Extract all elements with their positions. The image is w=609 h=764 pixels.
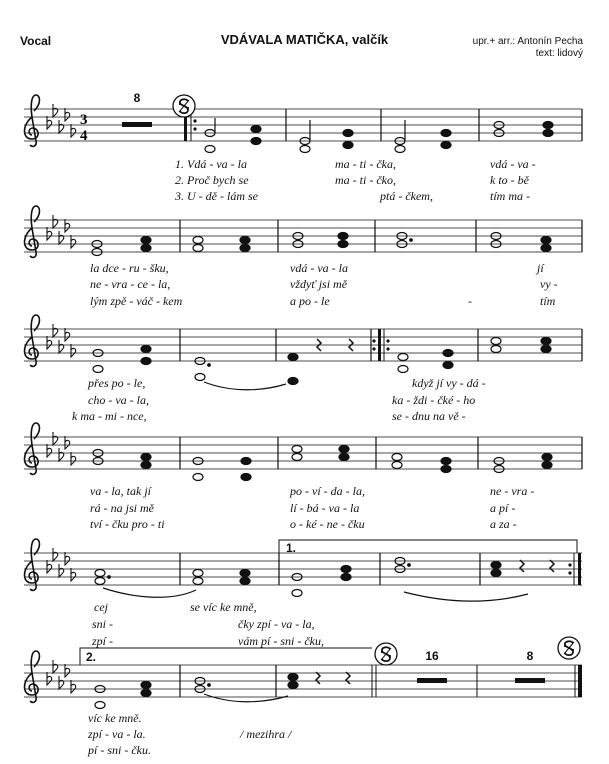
flat-sign-icon <box>53 104 58 117</box>
flat-sign-icon <box>47 116 52 129</box>
lyric-line: po - ví - da - la, <box>290 484 365 498</box>
flat-sign-icon <box>71 680 76 693</box>
lyric-line: ma - ti - čka, <box>335 157 396 171</box>
notes <box>92 220 582 256</box>
lyric-line: vy - <box>540 277 558 291</box>
part-name: Vocal <box>20 34 52 48</box>
flat-sign-icon <box>71 568 76 581</box>
treble-clef-icon <box>25 95 40 146</box>
lyric-line: - <box>468 294 472 308</box>
lyrics-system-3 <box>72 376 486 423</box>
flat-sign-icon <box>53 548 58 561</box>
lyric-line: 3. U - dě - lám se <box>175 189 258 203</box>
lyrics-system-1 <box>174 157 536 203</box>
lyric-line: pí - sni - čku. <box>88 743 151 757</box>
lyrics-system-4 <box>90 484 534 531</box>
lyrics-system-6 <box>87 711 293 757</box>
lyric-line: zpí - <box>92 634 113 648</box>
flat-sign-icon <box>53 215 58 228</box>
lyric-line: vždyť jsi mě <box>290 277 348 291</box>
flat-sign-icon <box>59 340 64 353</box>
segno-icon <box>375 643 397 665</box>
arranger-credit: upr.+ arr.: Antonín Pecha <box>472 36 583 47</box>
lyric-line: / mezihra / <box>240 727 292 741</box>
staff-lines <box>24 553 582 585</box>
system-2 <box>24 206 582 308</box>
first-ending-label: 1. <box>286 541 297 555</box>
lyric-line: cej <box>94 600 108 614</box>
lyric-line: 1. Vdá - va - la <box>175 157 247 171</box>
lyric-line: tím <box>540 294 556 308</box>
treble-clef-icon <box>25 423 40 474</box>
system-4 <box>24 423 582 531</box>
lyric-line: a po - le <box>290 294 330 308</box>
multi-rest <box>122 122 152 127</box>
lyric-line: se - dnu na vě - <box>392 409 466 423</box>
lyric-line: vdá - va - la <box>290 261 348 275</box>
system-3 <box>24 315 582 423</box>
segno-icon <box>558 637 580 659</box>
flat-sign-icon <box>53 324 58 337</box>
system-6 <box>24 637 582 757</box>
lyric-line: ma - ti - čko, <box>335 173 396 187</box>
multi-rest-count: 8 <box>526 649 534 663</box>
flat-sign-icon <box>59 448 64 461</box>
flat-sign-icon <box>71 124 76 137</box>
song-title: VDÁVALA MATIČKA, valčík <box>220 32 389 47</box>
lyric-line: vdá - va - <box>490 157 536 171</box>
notes <box>93 437 582 481</box>
flat-sign-icon <box>59 676 64 689</box>
lyric-line: přes po - le, <box>88 376 146 390</box>
lyric-line: lým zpě - váč - kem <box>90 294 183 308</box>
flat-sign-icon <box>47 336 52 349</box>
lyric-line: k to - bě <box>490 173 529 187</box>
lyric-line: a pí - <box>490 501 516 515</box>
flat-sign-icon <box>65 108 70 121</box>
system-1 <box>24 91 582 203</box>
flat-sign-icon <box>53 432 58 445</box>
flat-sign-icon <box>47 227 52 240</box>
lyric-line: ne - vra - <box>490 484 535 498</box>
multi-rest-count: 16 <box>425 649 439 663</box>
treble-clef-icon <box>25 315 40 366</box>
flat-sign-icon <box>65 436 70 449</box>
lyric-line: a za - <box>490 517 517 531</box>
lyric-line: když jí vy - dá - <box>412 376 486 390</box>
flat-sign-icon <box>65 664 70 677</box>
lyric-line: se víc ke mně, <box>190 600 257 614</box>
lyric-line: čky zpí - va - la, <box>238 617 315 631</box>
lyric-line: tví - čku pro - ti <box>90 517 165 531</box>
lyric-line: 2. Proč bych se <box>175 173 249 187</box>
lyric-line: jí <box>537 261 544 275</box>
flat-sign-icon <box>53 660 58 673</box>
flat-sign-icon <box>65 328 70 341</box>
lyric-line: o - ké - ne - čku <box>290 517 365 531</box>
lyrics-system-2 <box>90 261 558 308</box>
lyric-line: ptá - čkem, <box>380 189 433 203</box>
time-signature-top: 3 <box>80 112 88 128</box>
multi-rest <box>515 678 545 683</box>
notes <box>95 665 350 709</box>
flat-sign-icon <box>71 235 76 248</box>
flat-sign-icon <box>65 552 70 565</box>
lyric-line: vám pí - sni - čku, <box>238 634 324 648</box>
lyric-line: rá - na jsi mě <box>90 501 154 515</box>
flat-sign-icon <box>47 444 52 457</box>
staff-lines <box>24 665 582 697</box>
lyric-line: la dce - ru - šku, <box>90 261 169 275</box>
lyricist-credit: text: lidový <box>535 48 583 59</box>
lyric-line: víc ke mně. <box>88 711 142 725</box>
flat-sign-icon <box>59 120 64 133</box>
treble-clef-icon <box>25 539 40 590</box>
lyric-line: tím ma - <box>490 189 530 203</box>
lyric-line: va - la, tak jí <box>90 484 151 498</box>
flat-sign-icon <box>47 672 52 685</box>
lyric-line: ne - vra - ce - la, <box>90 277 171 291</box>
multi-rest <box>417 678 447 683</box>
time-signature-bottom: 4 <box>80 128 88 144</box>
treble-clef-icon <box>25 651 40 702</box>
lyric-line: cho - va - la, <box>88 393 149 407</box>
lyric-line: lí - bá - va - la <box>290 501 360 515</box>
flat-sign-icon <box>59 231 64 244</box>
staff-lines <box>24 329 582 361</box>
system-5 <box>24 539 582 648</box>
second-ending-label: 2. <box>86 650 97 664</box>
flat-sign-icon <box>65 219 70 232</box>
flat-sign-icon <box>59 564 64 577</box>
flat-sign-icon <box>47 560 52 573</box>
segno-icon <box>173 95 195 117</box>
treble-clef-icon <box>25 206 40 257</box>
notes <box>205 109 582 153</box>
lyric-line: zpí - va - la. <box>88 727 146 741</box>
flat-sign-icon <box>71 344 76 357</box>
notes <box>398 329 582 373</box>
multi-rest-count: 8 <box>133 91 141 105</box>
first-ending-bracket <box>279 540 577 553</box>
lyric-line: ka - ždi - čké - ho <box>392 393 476 407</box>
lyric-line: sni - <box>92 617 113 631</box>
second-ending-bracket <box>80 648 372 665</box>
flat-sign-icon <box>71 452 76 465</box>
lyrics-system-5 <box>91 600 324 648</box>
lyric-line: k ma - mi - nce, <box>72 409 147 423</box>
